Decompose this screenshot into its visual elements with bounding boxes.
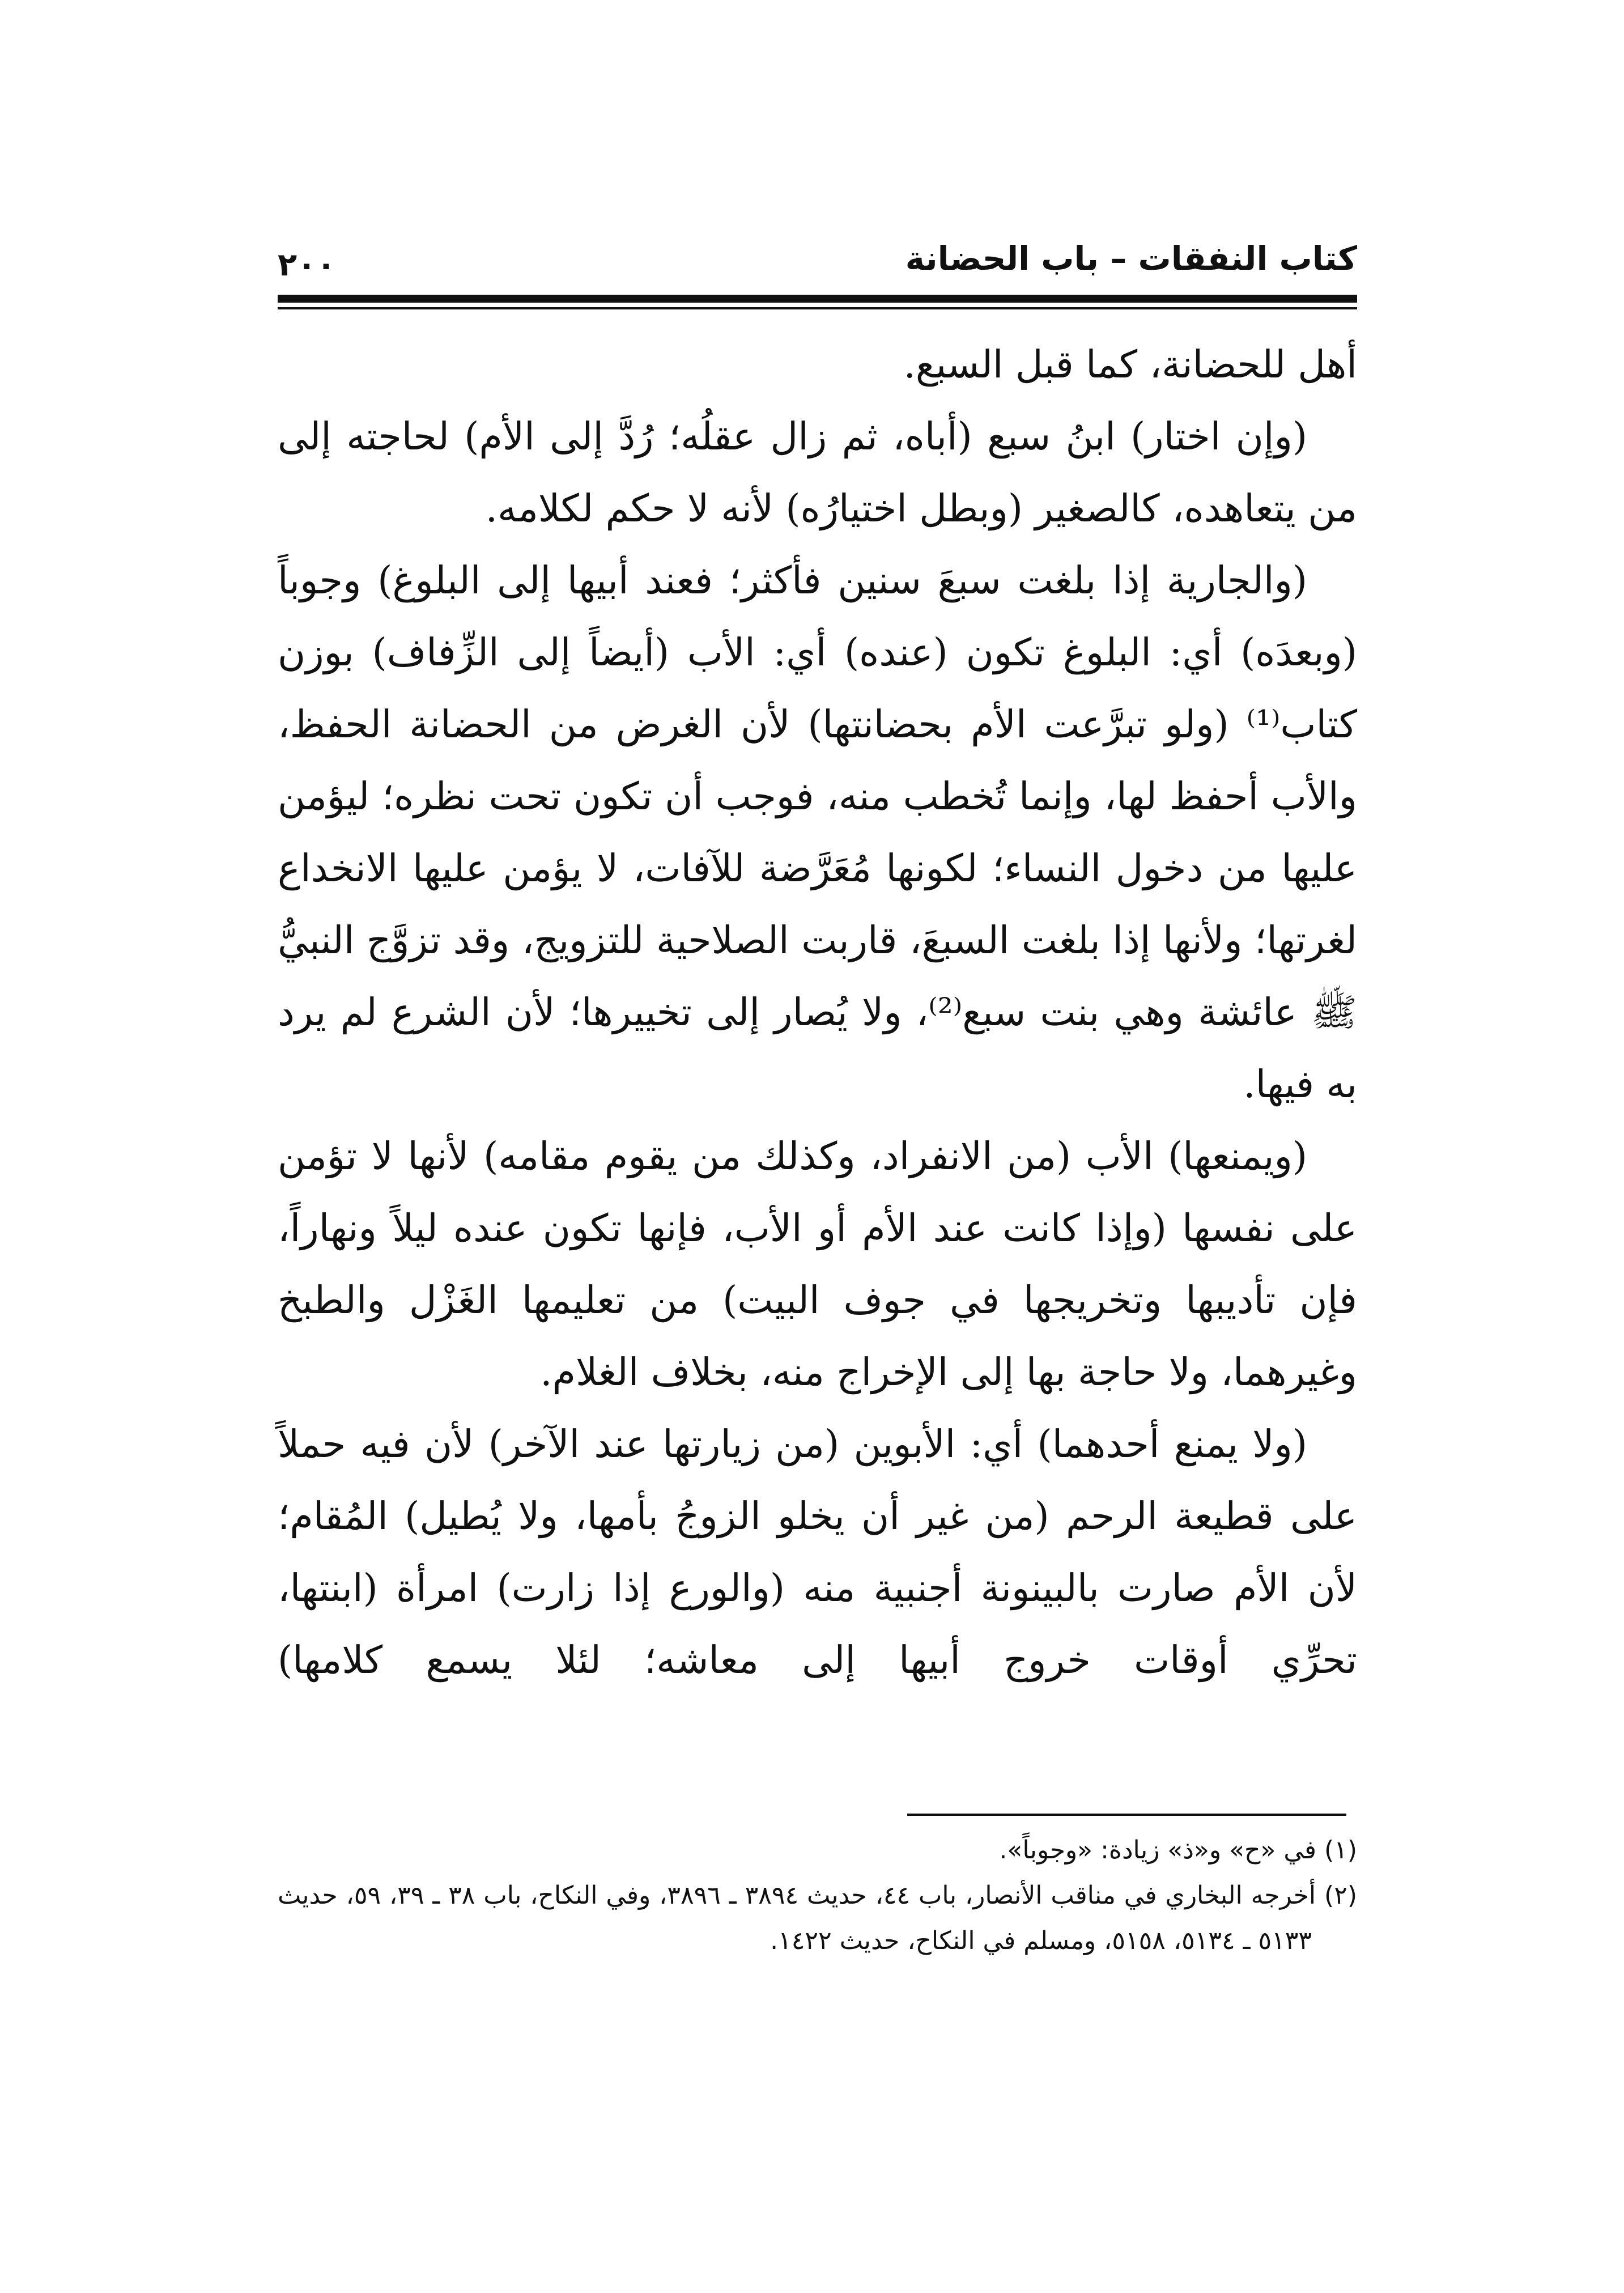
paragraph-5: (ولا يمنع أحدهما) أي: الأبوين (من زيارتها عند الآخر) لأن فيه حملاً على قطيعة الرحم (من غير أن يخلو الزوجُ بأمها، ولا يُطيل) المُقام؛ لأن الأم صارت بالبينونة أجنبية منه (والورع إذا زارت) امرأة (ابنتها، تحرِّي أوقات خروج أبيها إلى معاشه؛ لئلا يسمع كلامها) xyxy=(278,1422,1357,1682)
footnote-2: (٢) أخرجه البخاري في مناقب الأنصار، باب ٤٤، حديث ٣٨٩٤ ـ ٣٨٩٦، وفي النكاح، باب ٣٨ ـ ٣٩، ٥٩، حديث ٥١٣٣ ـ ٥١٣٤، ٥١٥٨، ومسلم في النكاح، حديث ١٤٢٢. xyxy=(278,1881,1358,1955)
paragraph-2: (وإن اختار) ابنُ سبع (أباه، ثم زال عقلُه؛ رُدَّ إلى الأم) لحاجته إلى من يتعاهده، كالصغير (وبطل اختيارُه) لأنه لا حكم لكلامه. xyxy=(278,414,1357,530)
page-header xyxy=(278,227,1357,306)
page-number: ٢٠٠ xyxy=(278,247,336,283)
footnote-separator xyxy=(907,1814,1346,1816)
running-title: كتاب النفقات – باب الحضانة xyxy=(905,239,1357,278)
header-rule-thick xyxy=(278,295,1357,303)
paragraph-4: (ويمنعها) الأب (من الانفراد، وكذلك من يقوم مقامه) لأنها لا تؤمن على نفسها (وإذا كانت عند الأم أو الأب، فإنها تكون عنده ليلاً ونهاراً، فإن تأديبها وتخريجها في جوف البيت) من تعليمها الغَزْل والطبخ وغيرهما، ولا حاجة بها إلى الإخراج منه، بخلاف الغلام. xyxy=(278,1134,1357,1394)
paragraph-3: (والجارية إذا بلغت سبعَ سنين فأكثر؛ فعند أبيها إلى البلوغ) وجوباً (وبعدَه) أي: البلوغ تكون (عنده) أي: الأب (أيضاً إلى الزِّفاف) بوزن كتاب⁽¹⁾ (ولو تبرَّعت الأم بحضانتها) لأن الغرض من الحضانة الحفظ، والأب أحفظ لها، وإنما تُخطب منه، فوجب أن تكون تحت نظره؛ ليؤمن عليها من دخول النساء؛ لكونها مُعَرَّضة للآفات، لا يؤمن عليها الانخداع لغرتها؛ ولأنها إذا بلغت السبعَ، قاربت الصلاحية للتزويج، وقد تزوَّج النبيُّ ﷺ عائشة وهي بنت سبع⁽²⁾، ولا يُصار إلى تخييرها؛ لأن الشرع لم يرد به فيها. xyxy=(278,558,1357,1106)
main-text xyxy=(278,329,1357,1696)
header-rule-thin xyxy=(278,307,1357,309)
paragraph-1: أهل للحضانة، كما قبل السبع. xyxy=(903,342,1357,387)
footnotes xyxy=(278,1828,1357,1964)
footnote-1: (١) في «ح» و«ذ» زيادة: «وجوباً». xyxy=(999,1836,1357,1865)
